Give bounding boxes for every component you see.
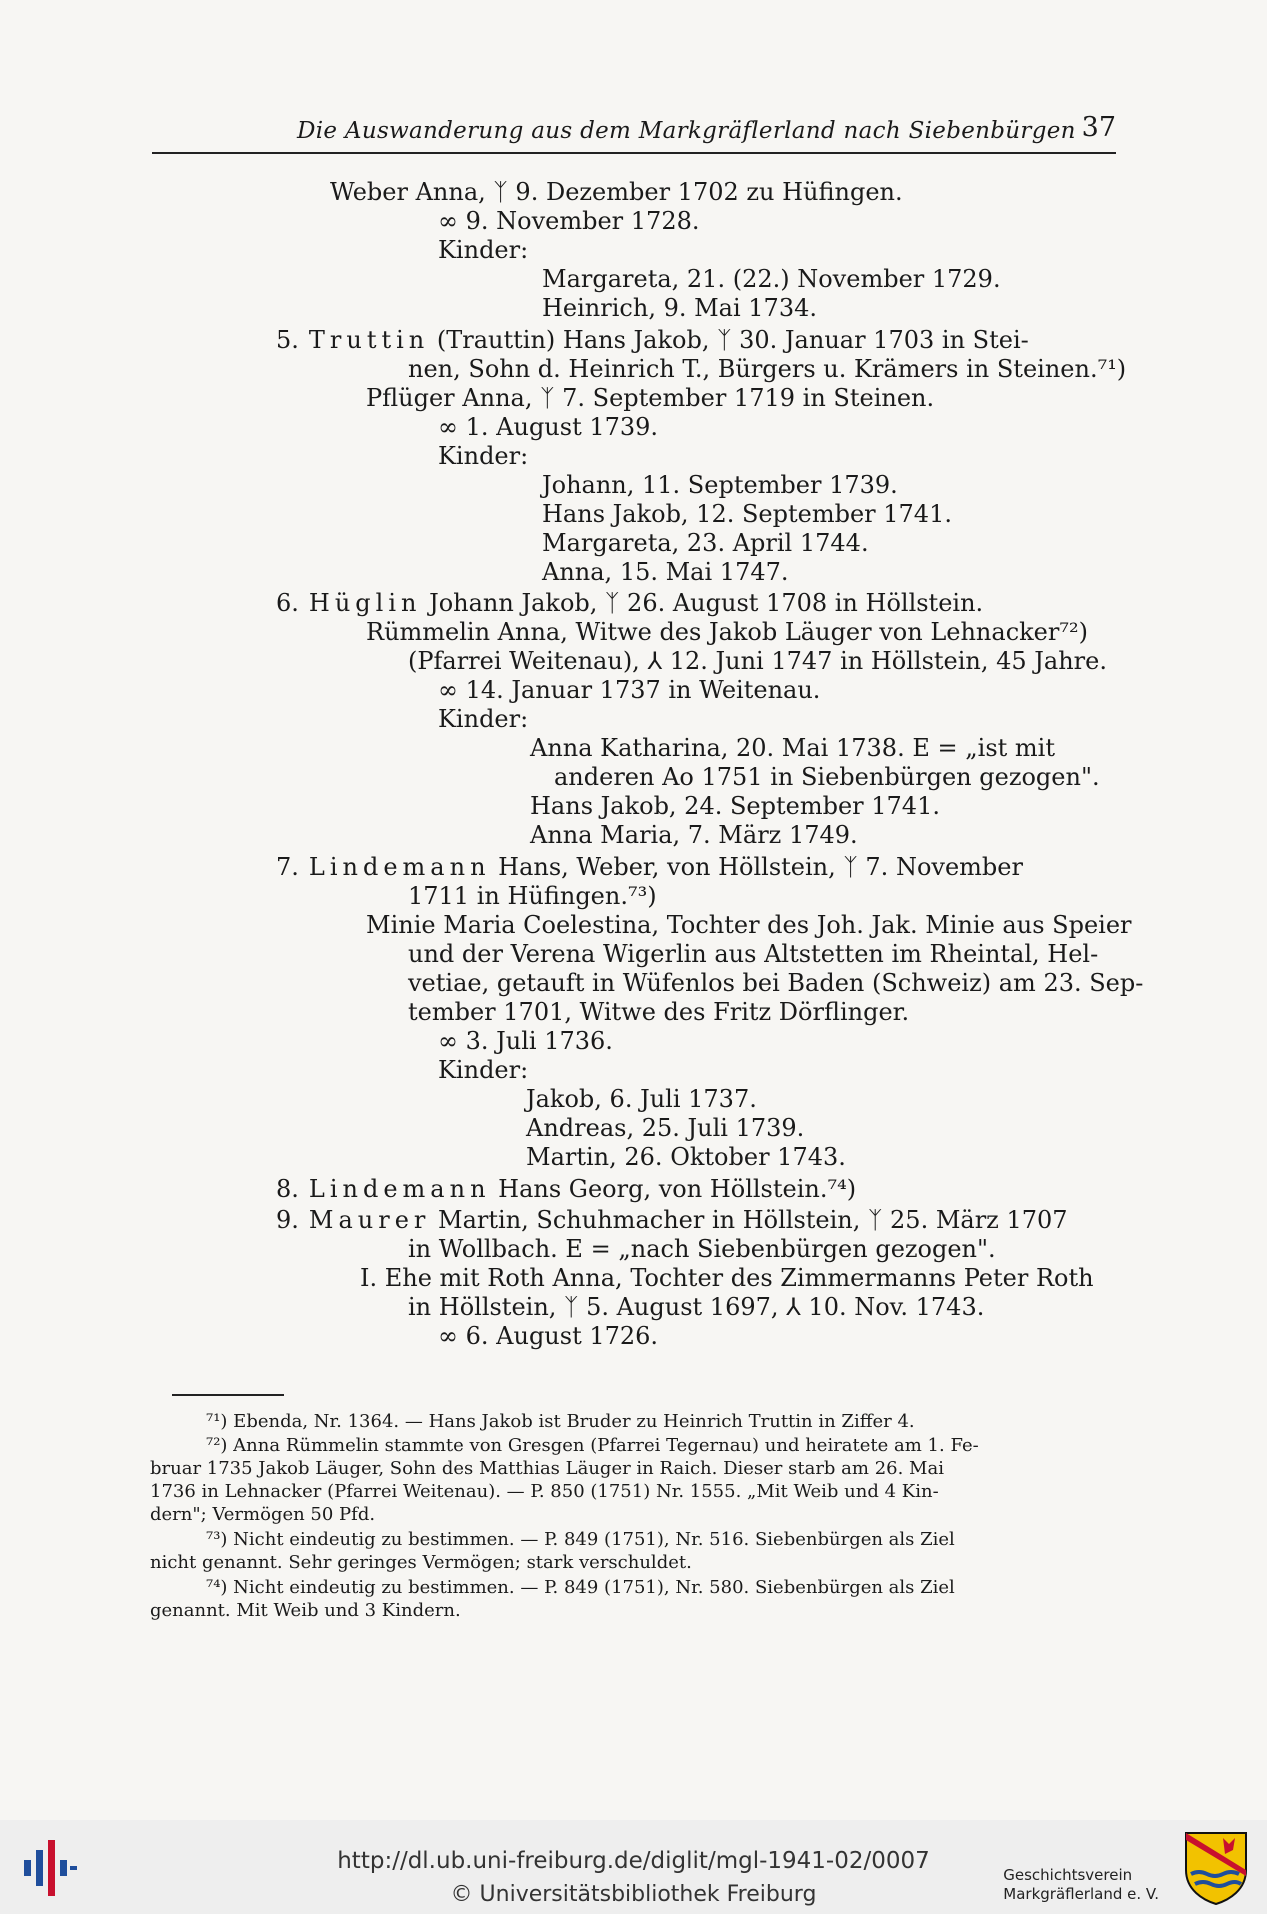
text-line: [542, 500, 952, 530]
text-line: [438, 442, 528, 472]
text-line: [526, 1085, 757, 1115]
viewer-footer: [0, 1820, 1267, 1914]
line-text: Kinder:: [438, 705, 529, 733]
line-text: ∞ 6. August 1726.: [438, 1322, 659, 1350]
society-name-line2: Markgräflerland e. V.: [1003, 1885, 1159, 1903]
footnote-line: ⁷³) Nicht eindeutig zu bestimmen. — P. 849 (1751), Nr. 516. Siebenbürgen als Ziel: [206, 1529, 955, 1550]
line-text: und der Verena Wigerlin aus Altstetten im Rheintal, Hel-: [408, 940, 1099, 968]
entry-number: 6.: [276, 589, 299, 617]
line-text: Johann, 11. September 1739.: [542, 471, 898, 499]
text-line: [438, 705, 528, 735]
entry-number: 5.: [276, 326, 299, 354]
surname-spaced: Lindemann: [308, 1175, 491, 1203]
text-line: [542, 265, 1001, 295]
text-line: [276, 1206, 1068, 1236]
text-line: [276, 589, 983, 619]
surname-spaced: Hüglin: [308, 589, 422, 617]
line-text: Kinder:: [438, 442, 529, 470]
page-number: 37: [1081, 112, 1116, 143]
entry-number: 8.: [276, 1175, 299, 1203]
text-line: [408, 647, 1107, 677]
text-line: [408, 998, 909, 1028]
line-text: Weber Anna, ᛉ 9. Dezember 1702 zu Hüfingen.: [330, 178, 903, 206]
text-line: [530, 792, 940, 822]
line-text: Hans, Weber, von Höllstein, ᛉ 7. November: [490, 853, 1023, 881]
line-text: nen, Sohn d. Heinrich T., Bürgers u. Krämers in Steinen.⁷¹): [408, 355, 1127, 383]
text-line: [408, 1293, 984, 1323]
line-text: 1711 in Hüfingen.⁷³): [408, 882, 657, 910]
footnote-line: genannt. Mit Weib und 3 Kindern.: [150, 1600, 461, 1621]
text-line: [330, 178, 903, 208]
text-line: [530, 734, 1055, 764]
text-line: [438, 236, 528, 266]
footnote-line: bruar 1735 Jakob Läuger, Sohn des Matthias Läuger in Raich. Dieser starb am 26. Mai: [150, 1458, 944, 1479]
line-text: Kinder:: [438, 236, 529, 264]
footnote-line: ⁷¹) Ebenda, Nr. 1364. — Hans Jakob ist Bruder zu Heinrich Truttin in Ziffer 4.: [206, 1411, 915, 1432]
footnote-line: ⁷²) Anna Rümmelin stammte von Gresgen (Pfarrei Tegernau) und heiratete am 1. Fe-: [206, 1435, 979, 1456]
line-text: Martin, 26. Oktober 1743.: [526, 1143, 846, 1171]
text-line: [530, 821, 858, 851]
coat-of-arms-icon: [1183, 1830, 1249, 1906]
text-line: [276, 853, 1023, 883]
text-line: [408, 882, 657, 912]
text-line: [438, 1322, 658, 1352]
text-line: [408, 1235, 996, 1265]
line-text: Jakob, 6. Juli 1737.: [526, 1085, 757, 1113]
text-line: [542, 294, 817, 324]
line-text: vetiae, getauft in Wüfenlos bei Baden (Schweiz) am 23. Sep-: [408, 969, 1144, 997]
line-text: in Wollbach. E = „nach Siebenbürgen gezogen".: [408, 1235, 996, 1263]
text-line: [438, 1056, 528, 1086]
line-text: Hans Georg, von Höllstein.⁷⁴): [490, 1175, 857, 1203]
footnote-line: dern"; Vermögen 50 Pfd.: [150, 1504, 376, 1525]
footnote-line: nicht genannt. Sehr geringes Vermögen; stark verschuldet.: [150, 1552, 692, 1573]
line-text: Margareta, 23. April 1744.: [542, 529, 869, 557]
text-line: [542, 558, 789, 588]
text-line: [366, 911, 1132, 941]
line-text: Kinder:: [438, 1056, 529, 1084]
text-line: [408, 969, 1143, 999]
line-text: Hans Jakob, 24. September 1741.: [530, 792, 940, 820]
line-text: Anna Maria, 7. März 1749.: [530, 821, 858, 849]
line-text: Rümmelin Anna, Witwe des Jakob Läuger von Lehnacker⁷²): [366, 618, 1088, 646]
line-text: Anna, 15. Mai 1747.: [542, 558, 789, 586]
line-text: Andreas, 25. Juli 1739.: [526, 1114, 805, 1142]
copyright-notice: © Universitätsbibliothek Freiburg: [450, 1882, 817, 1907]
text-line: [438, 1027, 613, 1057]
line-text: ∞ 14. Januar 1737 in Weitenau.: [438, 676, 821, 704]
text-line: [438, 413, 658, 443]
document-url[interactable]: http://dl.ub.uni-freiburg.de/diglit/mgl-1941-02/0007: [337, 1848, 930, 1874]
line-text: Martin, Schuhmacher in Höllstein, ᛉ 25. März 1707: [430, 1206, 1068, 1234]
surname-spaced: Lindemann: [308, 853, 491, 881]
line-text: Anna Katharina, 20. Mai 1738. E = „ist mit: [530, 734, 1055, 762]
surname-spaced: Truttin: [308, 326, 430, 354]
text-line: [276, 326, 1029, 356]
line-text: tember 1701, Witwe des Fritz Dörflinger.: [408, 998, 910, 1026]
line-text: Heinrich, 9. Mai 1734.: [542, 294, 817, 322]
text-line: [360, 1264, 1094, 1294]
text-line: [276, 1175, 856, 1205]
text-line: [366, 384, 934, 414]
line-text: Pflüger Anna, ᛉ 7. September 1719 in Steinen.: [366, 384, 935, 412]
text-line: [438, 676, 820, 706]
line-text: (Trauttin) Hans Jakob, ᛉ 30. Januar 1703 in Stei-: [429, 326, 1029, 354]
line-text: in Höllstein, ᛉ 5. August 1697, ⅄ 10. Nov. 1743.: [408, 1293, 985, 1321]
line-text: (Pfarrei Weitenau), ⅄ 12. Juni 1747 in Höllstein, 45 Jahre.: [408, 647, 1107, 675]
surname-spaced: Maurer: [308, 1206, 431, 1234]
line-text: anderen Ao 1751 in Siebenbürgen gezogen".: [554, 763, 1100, 791]
line-text: ∞ 1. August 1739.: [438, 413, 659, 441]
text-line: [554, 763, 1100, 793]
footnote-separator: [172, 1394, 284, 1396]
line-text: I. Ehe mit Roth Anna, Tochter des Zimmermanns Peter Roth: [360, 1264, 1094, 1292]
running-title: Die Auswanderung aus dem Markgräflerland nach Siebenbürgen: [297, 118, 1076, 144]
society-name: [1003, 1866, 1159, 1904]
footnote-line: 1736 in Lehnacker (Pfarrei Weitenau). — P. 850 (1751) Nr. 1555. „Mit Weib und 4 Kin-: [150, 1481, 939, 1502]
line-text: ∞ 9. November 1728.: [438, 207, 700, 235]
line-text: Minie Maria Coelestina, Tochter des Joh. Jak. Minie aus Speier: [366, 911, 1132, 939]
text-line: [542, 471, 898, 501]
text-line: [408, 355, 1126, 385]
text-line: [438, 207, 700, 237]
text-line: [408, 940, 1098, 970]
entry-number: 9.: [276, 1206, 299, 1234]
entry-number: 7.: [276, 853, 299, 881]
line-text: Margareta, 21. (22.) November 1729.: [542, 265, 1001, 293]
line-text: Hans Jakob, 12. September 1741.: [542, 500, 952, 528]
line-text: Johann Jakob, ᛉ 26. August 1708 in Höllstein.: [421, 589, 984, 617]
line-text: ∞ 3. Juli 1736.: [438, 1027, 613, 1055]
society-name-line1: Geschichtsverein: [1003, 1866, 1133, 1884]
text-line: [542, 529, 869, 559]
text-line: [366, 618, 1088, 648]
footnote-line: ⁷⁴) Nicht eindeutig zu bestimmen. — P. 849 (1751), Nr. 580. Siebenbürgen als Ziel: [206, 1577, 955, 1598]
running-header: [152, 112, 1116, 154]
text-line: [526, 1114, 804, 1144]
text-line: [526, 1143, 846, 1173]
